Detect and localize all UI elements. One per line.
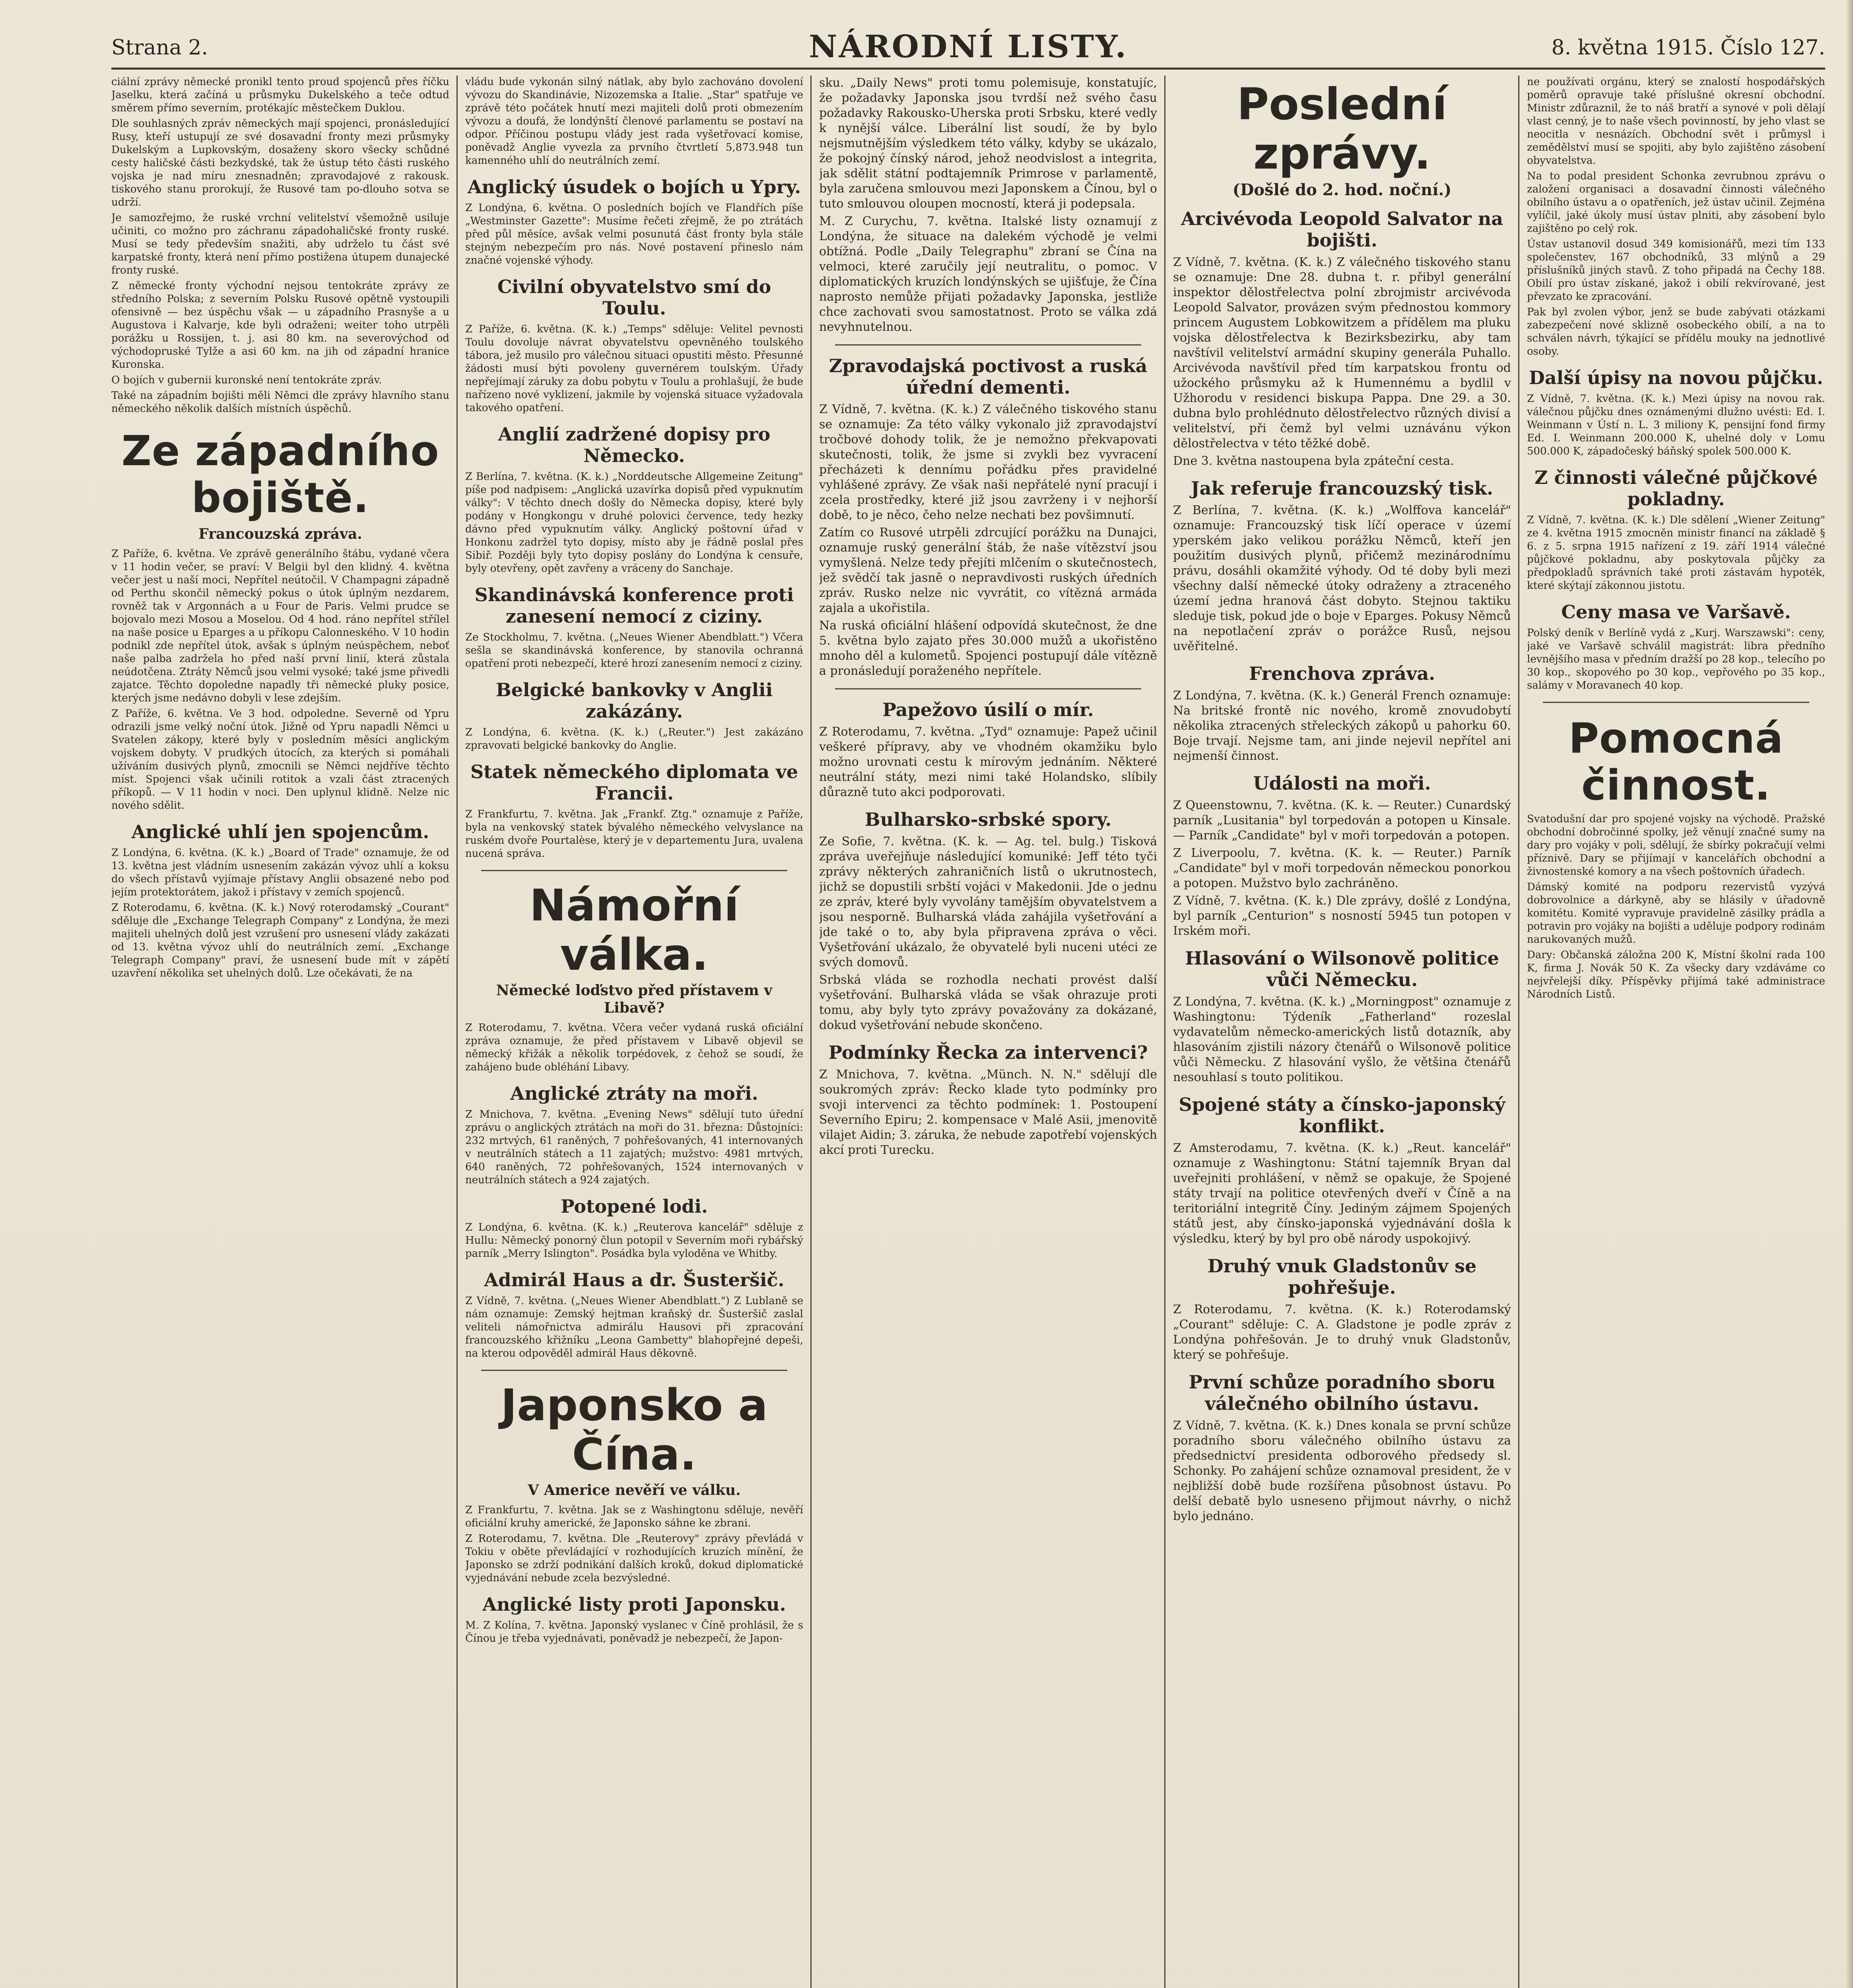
issue-date: 8. května 1915. Číslo 127. xyxy=(1551,36,1825,60)
paragraph: Z Amsterodamu, 7. května. (K. k.) „Reut. kancelář" oznamuje z Washingtonu: Státní tajemník Bryan dal uveřejniti prohlášení, v němž se opakuje, že Spojené státy trvají na politice otevřených dveří v Číně a na teritoriální integritě Číny. Jediným zájmem Spojených států jest, aby čínsko-japonská vyjednávání došla k výsledku, který by byl pro obě národy uspokojivý. xyxy=(1173,1141,1511,1246)
section-headline: Pomocná činnost. xyxy=(1568,714,1784,810)
paragraph: sku. „Daily News" proti tomu polemisuje, konstatujíc, že požadavky Japonska jsou tvrdší než svého času požadavky Rakousko-Uherska proti Srbsku, které vedly k nynější válce. Liberální list soudí, že by bylo nejsmutnějším výsledkem této války, kdyby se ukázalo, že pokojný čínský národ, jehož neodvislost a integrita, jak sdělit státní podtajemník Primrose v parlamentě, byla zaručena smlouvou mezi Japonskem a Čínou, byl o tuto smlouvou oloupen mocností, která ji podepsala. xyxy=(819,76,1157,211)
column-1 xyxy=(111,76,449,1988)
article-headline: Anglické ztráty na moři. xyxy=(510,1083,758,1104)
paragraph: Z Roterodamu, 6. května. (K. k.) Nový roterodamský „Courant" sděluje dle „Exchange Telegraph Company" z Londýna, že mezi majiteli uhelných dolů jest vzrušení pro usnesení vlády zakázati od 13. května vývoz uhlí do neutrálních zemí. „Exchange Telegraph Company" praví, že usnesení bude mít v zápětí uzavření několika set uhelných dolů. Lze očekávati, že na xyxy=(111,902,449,979)
paragraph: Z Berlína, 7. května. (K. k.) „Wolffova kancelář" oznamuje: Francouzský tisk líčí operace v území yperském jako velikou porážku Němců, kteří jen použitím dusivých plynů, přičemž mezinárodnímu právu, dosáhli okamžité výhody. Od té doby byli mezi všechny další německé útoky odraženy a ztraceného území jedna hranová část dobyto. Stejnou taktiku sleduje tisk, pokud jde o boje v Eparges. Pokusy Němců na nepotlačení zpráv o porážce Rusů, nejsou uvěřitelné. xyxy=(1173,503,1511,653)
article-headline: Belgické bankovky v Anglii zakázány. xyxy=(495,679,773,722)
paragraph: Z Vídně, 7. května. (K. k.) Mezi úpisy na novou rak. válečnou půjčku dnes oznámenými dlužno uvésti: Ed. I. Weinmann v Ústí n. L. 3 miliony K, pensijní fond firmy Ed. I. Weinmann 200.000 K, uhelné doly v Lomu 500.000 K, západočeský báňský spolek 500.000 K. xyxy=(1527,393,1825,457)
paragraph: Dámský komité na podporu rezervistů vyzývá dobrovolnice a dárkyně, aby se hlásily v úřadovně komitétu. Komité vypravuje pravidelně zásilky prádla a potravin pro vojáky na bojišti a uděluje podpory rodinám narukovaných mužů. xyxy=(1527,881,1825,945)
paragraph: Z Vídně, 7. května. (K. k.) Dle sdělení „Wiener Zeitung" ze 4. května 1915 zmocněn ministr financí na základě § 6. z 5. srpna 1915 nařízení z 19. září 1914 válečné půjčkové pokladnu, aby poskytovala půjčky za předpokladů správních také proti zástavám hypoték, které skýtají zákonnou jistotu. xyxy=(1527,514,1825,592)
article-headline: Admirál Haus a dr. Šusteršič. xyxy=(484,1269,785,1291)
paragraph: Z Frankfurtu, 7. května. Jak „Frankf. Ztg." oznamuje z Paříže, byla na venkovský statek bývalého německého velvyslance na ruském dvoře Pourtalèse, který je v departementu Jura, uvalena nucená správa. xyxy=(465,808,803,860)
paragraph: Dne 3. května nastoupena byla zpáteční cesta. xyxy=(1173,454,1454,468)
paragraph: Z Londýna, 7. května. (K. k.) „Morningpost" oznamuje z Washingtonu: Týdeník „Fatherland" rozeslal vydavatelům německo-amerických listů dotazník, aby hlasováním zjistili názory čtenářů o Wilsonově politice vůči Německu. Z hlasování vyšlo, že většina čtenářů nesouhlasí s touto politikou. xyxy=(1173,995,1511,1084)
paragraph: M. Z Kolína, 7. května. Japonský vyslanec v Číně prohlásil, že s Čínou je třeba vyjednávati, poněvadž je nebezpečí, že Japon- xyxy=(465,1619,803,1644)
column-rule xyxy=(1518,76,1519,1988)
section-headline: Ze západního bojiště. xyxy=(121,427,439,522)
divider xyxy=(1543,702,1809,703)
paragraph: Polský deník v Berlíně vydá z „Kurj. Warszawski": ceny, jaké ve Varšavě schválil magistrát: libra předního levnějšího masa v předním dražší po 28 kop., telecího po 30 kop., skopového po 30 kop., vepřového po 35 kop., salámy v Moravanech 40 kop. xyxy=(1527,627,1825,691)
paragraph: Na to podal president Schonka zevrubnou zprávu o založení organisaci a dosavadní činnosti válečného obilního ústavu a o opatřeních, jež ústav učinil. Zejména vylíčil, jaké úkoly musí ústav plniti, aby zásobení bylo zajištěno po celý rok. xyxy=(1527,170,1825,235)
paragraph: Z Londýna, 7. května. (K. k.) Generál French oznamuje: Na britské frontě nic nového, kromě znovudobytí několika ztracených střeleckých zákopů u pahorku 60. Boje trvají. Nejsme tam, ani jinde nejevil nepřítel ani nejmenší činnost. xyxy=(1173,689,1511,763)
paragraph: Z Vídně, 7. května. („Neues Wiener Abendblatt.") Z Lublaně se nám oznamuje: Zemský hejtman kraňský dr. Šusteršič zaslal veliteli námořnictva admirálu Hausovi při zpracování francouzského křižníku „Leona Gambetty" blahopřejné depeši, na kterou odpověděl admirál Haus děkovně. xyxy=(465,1295,803,1359)
article-headline: Papežovo úsilí o mír. xyxy=(882,699,1094,720)
divider xyxy=(481,870,787,871)
paragraph: M. Z Curychu, 7. května. Italské listy oznamují z Londýna, že situace na dalekém východě je velmi obtížná. Podle „Daily Telegraphu" zbraní se Čína na velmoci, které zaručily její neutralitu, o pomoc. V diplomatických kruzích londýnských se ujišťuje, že Čína naprosto nemůže přijati požadavky Japonska, jestliže chce zachovati svou samostatnost. Proto se válka zdá nevyhnutelnou. xyxy=(819,214,1157,334)
divider xyxy=(835,688,1141,689)
paragraph: Z Roterodamu, 7. května. Včera večer vydaná ruská oficiální zpráva oznamuje, že před přístavem v Libavě objevil se německý křižák a několik torpédovek, z čehož se soudí, že zahájeno bude obléhání Libavy. xyxy=(465,1022,803,1073)
divider xyxy=(835,344,1141,346)
article-headline: Z činnosti válečné půjčkové pokladny. xyxy=(1534,467,1818,510)
article-headline: Bulharsko-srbské spory. xyxy=(864,809,1112,830)
column-rule xyxy=(810,76,812,1988)
section-headline: Poslední zprávy. xyxy=(1237,79,1447,179)
paragraph: Z Roterodamu, 7. května. „Tyd" oznamuje: Papež učinil veškeré přípravy, aby ve vhodném okamžiku bylo možno urovnati cestu k mírovým jednáním. Některé neutrální státy, mezi nimi také Holandsko, slíbily důrazně tuto akci podporovati. xyxy=(819,725,1157,799)
article-headline: V Americe nevěří ve válku. xyxy=(528,1482,741,1499)
article-headline: Druhý vnuk Gladstonův se pohřešuje. xyxy=(1207,1255,1477,1298)
paragraph: Ze Stockholmu, 7. května. („Neues Wiener Abendblatt.") Včera sešla se skandinávská konference, by stanovila ochranná opatření proti nebezpečí, které hrozí zanesením nemocí z ciziny. xyxy=(465,631,803,670)
paragraph: Z Mnichova, 7. května. „Münch. N. N." sdělují dle soukromých zpráv: Řecko klade tyto podmínky pro svoji intervenci za těchto podmínek: 1. Postoupení Severního Epiru; 2. kompensace v Malé Asii, jmenovitě vilajet Aidin; 3. záruka, že nebude zapotřebí vojenských akcí proti Turecku. xyxy=(819,1068,1157,1157)
paragraph: Dle souhlasných zpráv německých mají spojenci, pronásledující Rusy, kteří ustupují ze své dosavadní fronty mezi průsmyky Dukelským a Lupkovským, dosaženy skoro všecky schůdné cesty haličské části bezkydské, tak že ústup této části ruského vojska je nad míru znesnadněn; zpravodajové z rakousk. tiskového stanu prorokují, že Rusové tam po-dlouho sotva se udrží. xyxy=(111,118,449,208)
page-number: Strana 2. xyxy=(111,36,208,60)
paragraph: Z Vídně, 7. května. (K. k.) Dle zprávy, došlé z Londýna, byl parník „Centurion" s nosností 5945 tun potopen v Irském moři. xyxy=(1173,894,1511,938)
article-headline: Skandinávská konference proti zanesení nemocí z ciziny. xyxy=(474,584,794,627)
paragraph: O bojích v gubernii kuronské není tentokráte zpráv. xyxy=(111,374,382,386)
paragraph: Z Queenstownu, 7. května. (K. k. — Reuter.) Cunardský parník „Lusitania" byl torpedován a potopen u Kinsale. — Parník „Candidate" byl v moři torpedován a potopen. xyxy=(1173,798,1511,843)
paragraph: vládu bude vykonán silný nátlak, aby bylo zachováno dovolení vývozu do Skandinávie, Nizozemska a Italie. „Star" spatřuje ve zprávě této počátek hnutí mezi majiteli dolů proti obmezením vývozu a doufá, že londýnští členové parlamentu se postaví na odpor. Příčinou postupu vlády jest rada vyšetřovací komise, poněvadž Anglie vyvezla za prvního čtvrtletí 5,873.948 tun kamenného uhlí do neutrálních zemí. xyxy=(465,76,803,167)
paragraph: Z Vídně, 7. května. (K. k.) Z válečného tiskového stanu se oznamuje: Za této války vykonalo již zpravodajství tročbové dohody tolik, že je nemožno překvapovati skutečnosti, tolik, že jsme si zvykli bez vyvracení přecházeti k dennímu pořádku přes pravidelné vyhlášené zprávy. Ze však naši nepřátelé nyní pracují i zcela prostředky, které již jsou zavrženy i v nejhorší době, to je něco, čeho nelze nechati bez povšimnutí. xyxy=(819,402,1157,522)
paragraph: Z Londýna, 6. května. (K. k.) „Reuterova kancelář" sděluje z Hullu: Německý ponorný člun potopil v Severním moři rybářský parník „Merry Islington". Posádka byla vyloděna ve Whitby. xyxy=(465,1221,803,1260)
article-headline: Události na moři. xyxy=(1253,773,1431,794)
paragraph: Z Liverpoolu, 7. května. (K. k. — Reuter.) Parník „Candidate" byl v moři torpedován německou ponorkou a potopen. Mužstvo bylo zachráněno. xyxy=(1173,846,1511,890)
article-headline: Zpravodajská poctivost a ruská úřední dementi. xyxy=(829,355,1148,398)
paragraph: Zatím co Rusové utrpěli zdrcující porážku na Dunajci, oznamuje ruský generální štáb, že naše vítězství jsou vymyšlená. Nelze tedy přejíti mlčením o skutečnostech, jež svědčí tak jasně o nepravdivosti ruských úředních zpráv. Rusko nelze nic vyvrátit, co vítězná armáda zajala a ukořistila. xyxy=(819,526,1157,615)
paragraph: Také na západním bojišti měli Němci dle zprávy hlavního stanu německého několik dalších místních úspěchů. xyxy=(111,390,449,415)
paragraph: Z Londýna, 6. května. O posledních bojích ve Flandřích píše „Westminster Gazette": Musíme řečeti zřejmě, že po ztrátách před půl měsíce, avšak velmi posunutá část fronty byla stále stejným nebezpečím pro nás. Nové postavení přineslo nám značné vojenské výhody. xyxy=(465,202,803,266)
paragraph: Z německé fronty východní nejsou tentokráte zprávy ze středního Polska; z severním Polsku Rusové opětně vystoupili ofensivně — bez úspěchu však — u západního Prasnyše a u Augustova i Kalvarje, kde byli odraženi; weiter toho utrpěli porážku u Rossijen, t. j. asi 80 km. na severovýchod od východopruské Tylže a asi 60 km. na jih od západní hranice Kuronska. xyxy=(111,280,449,371)
article-headline: Spojené státy a čínsko-japonský konflikt. xyxy=(1179,1094,1505,1137)
article-headline: Anglické listy proti Japonsku. xyxy=(482,1594,786,1615)
paragraph: ciální zprávy německé pronikl tento proud spojenců přes říčku Jaselku, která začíná u průsmyku Dukelského a teče odtud směrem přímo severním, protékajíc městečkem Duklou. xyxy=(111,76,449,114)
divider xyxy=(481,1370,787,1371)
section-subheadline: (Došlé do 2. hod. noční.) xyxy=(1232,181,1452,199)
paragraph: Srbská vláda se rozhodla nechati provést další vyšetřování. Bulharská vláda se však ohrazuje proti tomu, aby byly tyto zprávy považovány za dokázané, dokud vyšetřování nebude skončeno. xyxy=(819,973,1157,1032)
article-headline: Frenchova zpráva. xyxy=(1249,663,1435,684)
article-headline: Jak referuje francouzský tisk. xyxy=(1191,478,1494,499)
article-headline: Anglií zadržené dopisy pro Německo. xyxy=(498,423,771,466)
article-headline: Hlasování o Wilsonově politice vůči Německu. xyxy=(1185,947,1499,990)
column-rule xyxy=(1164,76,1165,1988)
column-3 xyxy=(819,76,1157,1988)
paragraph: Z Paříže, 6. května. (K. k.) „Temps" sděluje: Velitel pevnosti Toulu dovoluje návrat obyvatelstvu opevněného toulského tábora, jež musilo pro válečnou situaci opustiti město. Přesunné žádosti musí býti povoleny guvernérem toulským. Úřady nepřejímají záruky za dobu pobytu v Toulu a prohlašují, že bude nařízeno nové vyklizení, jakmile by vojenská situace vyžadovala takového opatření. xyxy=(465,323,803,414)
paragraph: Z Londýna, 6. května. (K. k.) „Board of Trade" oznamuje, že od 13. května jest vládním usnesením zakázán vývoz uhlí a koksu do všech přístavů vyjímaje přístavy Anglii obsazené nebo pod jejím protektorátem, jakož i přístavy v zemích spojenců. xyxy=(111,847,449,898)
article-headline: Podmínky Řecka za intervenci? xyxy=(828,1042,1148,1063)
paragraph: Z Vídně, 7. května. (K. k.) Dnes konala se první schůze poradního sboru válečného obilního ústavu za předsednictví presidenta odborového předsedy sl. Schonky. Po zahájení schůze oznamoval president, že v nejbližší době bude rozšířena působnost ústavu. Po delší debatě bylo usneseno přijmout návrhy, o nichž bylo jednáno. xyxy=(1173,1419,1511,1523)
paragraph: Z Paříže, 6. května. Ve 3 hod. odpoledne. Severně od Ypru odrazili jsme velký noční útok. Jižně od Ypru napadli Němci u Svatelen zákopy, které byly v posledním měsíci anglickým vojskem dobyty. V prudkých útocích, za kterých si pomáhali užíváním dusivých plynů, zmocnili se Němci nejdříve těchto míst. Spojenci však učinili rotitok a vzali část ztracených příkopů. — V 11 hodin v noci. Den uplynul klidně. Nelze nic nového sdělit. xyxy=(111,708,449,812)
column-5 xyxy=(1527,76,1825,1988)
column-2 xyxy=(465,76,803,1988)
columns xyxy=(111,76,1825,1988)
paragraph: Svatodušní dar pro spojené vojsky na východě. Pražské obchodní dobročinné spolky, jež věnují značné sumy na dary pro vojáky v poli, sdělují, že sbírky pokračují velmi příznivě. Dary se přijímají v kancelářích obchodní a živnostenské komory a na všech poštovních úřadech. xyxy=(1527,813,1825,878)
newspaper-title: NÁRODNÍ LISTY. xyxy=(809,29,1128,65)
article-headline: Anglický úsudek o bojích u Ypry. xyxy=(467,176,801,198)
paragraph: Z Paříže, 6. května. Ve zprávě generálního štábu, vydané včera v 11 hodin večer, se praví: V Belgii byl den klidný. 4. května večer jest u naší moci, Nepřítel neútočil. V Champagni západně od Perthu skončil německý pokus o útok úplným nezdarem, rovněž tak v Argonnách a u Four de Paris. Velmi prudce se bojovalo mezi Mosou a Moselou. Od 4 hod. ráno nepřítel střílel na naše posice u Eparges a u příkopu Calonneského. V 10 hodin podnikl zde nepřítel útok, avšak s úplným neúspěchem, neboť naše palba zadržela ho před naší první linií, která zůstala neúdotčena. Ztráty Němců jsou velmi vysoké; také jsme přivedli zajatce. Těchto dopoledne napadly tři německé pluky posice, kterých jsme nedávno dobyli v lese zdejším. xyxy=(111,548,449,704)
paragraph: Na ruská oficiální hlášení odpovídá skutečnost, že dne 5. května bylo zajato přes 30.000 mužů a ukořistěno mnoho děl a kulometů. Spojenci postupují dále vítězně a pronásledují poraženého nepřítele. xyxy=(819,619,1157,678)
paragraph: Pak byl zvolen výbor, jenž se bude zabývati otázkami zabezpečení nové sklizně osobeckého obilí, a na to schválen návrh, týkající se přídělu mouky na jednotlivé osoby. xyxy=(1527,306,1825,357)
paragraph: Z Berlína, 7. května. (K. k.) „Norddeutsche Allgemeine Zeitung" píše pod nadpisem: „Anglická uzavírka dopisů před vypuknutím války": V těchto dnech došly do Německa dopisy, které byly podány v Hongkongu v druhé polovici července, tedy hezky dávno před vypuknutím války. Anglický poštovní úřad v Honkonu zadržel tyto dopisy, místo aby je řádně poslal přes Sibiř. Později byly tyto dopisy poslány do Londýna k censuře, byly otevřeny, opět zavřeny a vráceny do Sanchaje. xyxy=(465,471,803,575)
paragraph: Ze Sofie, 7. května. (K. k. — Ag. tel. bulg.) Tisková zpráva uveřejňuje následující komuniké: Jeff této tyči zprávy některých zahraničních listů o ukrutnostech, jichž se dopustili srbští vojáci v Makedonii. Jde o jednu ze zpráv, které byly vyvolány tamějším obyvatelstvem a jsou nesporně. Bulharská vláda zahájila vyšetřování a jde také o to, aby byla připravena zpráva o věci. Vyšetřování ukázalo, že obyvatelé byli nuceni utéci ze svých domovů. xyxy=(819,835,1157,969)
article-headline: Francouzská zpráva. xyxy=(198,526,362,542)
article-headline: Anglické uhlí jen spojencům. xyxy=(131,821,429,843)
paragraph: Z Londýna, 6. května. (K. k.) („Reuter.") Jest zakázáno zpravovati belgické bankovky do Anglie. xyxy=(465,726,803,751)
article-headline: Civilní obyvatelstvo smí do Toulu. xyxy=(497,276,771,319)
article-headline: Potopené lodi. xyxy=(561,1196,708,1217)
article-headline: Statek německého diplomata ve Francii. xyxy=(470,761,798,804)
column-rule xyxy=(456,76,458,1988)
section-headline: Japonsko a Čína. xyxy=(501,1380,768,1480)
column-4 xyxy=(1173,76,1511,1988)
article-headline: Další úpisy na novou půjčku. xyxy=(1529,367,1824,388)
paragraph: Z Roterodamu, 7. května. Dle „Reuterovy" zprávy převládá v Tokiu v oběte převládající v rozhodujících kruzích mínění, že Japonsko se zdrží podnikání dalších kroků, dokud diplomatické vyjednávání nebude zcela bezvýsledné. xyxy=(465,1533,803,1584)
paragraph: Z Frankfurtu, 7. května. Jak se z Washingtonu sděluje, nevěří oficiální kruhy americké, že Japonsko sáhne ke zbrani. xyxy=(465,1504,803,1529)
paragraph: Z Vídně, 7. května. (K. k.) Z válečného tiskového stanu se oznamuje: Dne 28. dubna t. r. přibyl generální inspektor dělostřelectva polní zbrojmistr arcivévoda Leopold Salvator, provázen svým přednostou kommory princem Augustem Lobkowitzem a přídělem ma pluku vojska dělostřelectva k Bezirksbezirku, aby tam navštívil velitelství armádní skupiny generála Puhallo. Arcivévoda navštívil před tím karpatskou frontu od užockého průsmyku až k Humennému a bydlil v Užhorodu v residenci biskupa Pappa. Dne 29. a 30. dubna bylo prohlédnuto dělostřelectvo různých divisí a velitelství, při čemž byl velmi uznávánu výkon dělostřelectva v této těžké době. xyxy=(1173,255,1511,450)
paragraph: Z Roterodamu, 7. května. (K. k.) Roterodamský „Courant" sděluje: C. A. Gladstone je podle zpráv z Londýna pohřešován. Je to druhý vnuk Gladstonův, který se pohřešuje. xyxy=(1173,1303,1511,1362)
paragraph: Z Mnichova, 7. května. „Evening News" sdělují tuto úřední zprávu o anglických ztrátách na moři do 31. března: Důstojníci: 232 mrtvých, 61 raněných, 7 pohřešovaných, 41 internovaných v neutrálních státech a 11 zajatých; mužstvo: 4981 mrtvých, 640 raněných, 72 pohřešovaných, 1524 internovaných v neutrálních státech a 924 zajatých. xyxy=(465,1109,803,1186)
article-headline: Ceny masa ve Varšavě. xyxy=(1561,601,1791,623)
article-headline: Německé loďstvo před přístavem v Libavě? xyxy=(496,982,773,1016)
article-headline: První schůze poradního sboru válečného obilního ústavu. xyxy=(1189,1371,1496,1414)
masthead xyxy=(111,24,1825,70)
paragraph: ne používati orgánu, který se znalostí hospodářských poměrů opravuje také příslušné okresní obchodní. Ministr zdůraznil, že to náš bratří a synové v poli dělají vlast cenný, je to naše všech povinností, by jeho vlast se neocitla v nesnázích. Obchodní svět i průmysl i zemědělství musí se spojiti, aby bylo zajištěno zásobení obyvatelstva. xyxy=(1527,76,1825,167)
paragraph: Je samozřejmo, že ruské vrchní velitelství všemožně usiluje učiniti, co možno pro záchranu západohaličské fronty ruské. Musí se tedy především snažiti, aby udrželo tu část své karpatské fronty, která není přímo postižena útupem dunajecké fronty ruské. xyxy=(111,212,449,276)
paragraph: Ústav ustanovil dosud 349 komisionářů, mezi tím 133 společenstev, 167 obchodníků, 33 mlýnů a 29 příslušníků jiných stavů. Z toho připadá na Čechy 188. Obilí pro ústav získané, jakož i obilí rekvírované, jest převzato ke zpracování. xyxy=(1527,238,1825,303)
section-headline: Námořní válka. xyxy=(529,880,739,980)
page-edge-shadow xyxy=(1846,0,1853,1988)
article-headline: Arcivévoda Leopold Salvator na bojišti. xyxy=(1181,208,1503,251)
paragraph: Dary: Občanská záložna 200 K, Místní školní rada 100 K, firma J. Novák 50 K. Za všecky dary vzdáváme co nejvřelejší díky. Příspěvky přijímá také administrace Národních Listů. xyxy=(1527,949,1825,1000)
